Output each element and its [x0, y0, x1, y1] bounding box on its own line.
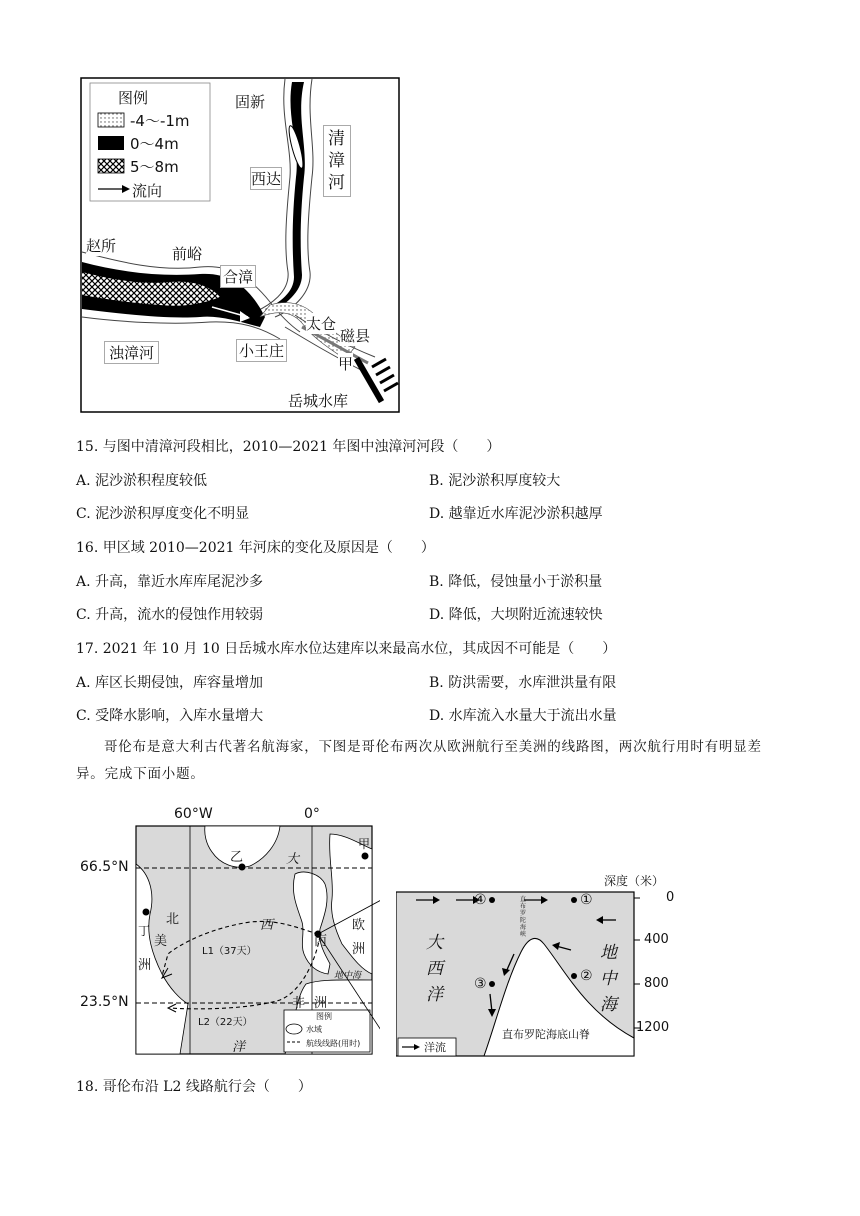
- legend-item-3: 5～8m: [130, 158, 179, 176]
- q15-stem: 15. 与图中清漳河段相比，2010—2021 年图中浊漳河河段（ ）: [76, 439, 501, 455]
- place-yuecheng-reservoir: 岳城水库: [288, 392, 349, 410]
- place-taicang: 太仓: [306, 315, 337, 333]
- depth-title: 深度（米）: [604, 874, 665, 888]
- place-bei: 北: [166, 912, 180, 927]
- place-mei: 美: [154, 934, 168, 949]
- q15-option-c[interactable]: C. 泥沙淤积厚度变化不明显: [76, 506, 250, 522]
- place-cixian: 磁县: [340, 327, 371, 345]
- depth-tick-0: 0: [666, 890, 675, 905]
- lon-label-60w: 60°W: [174, 806, 213, 822]
- place-xiaowangzhuang: 小王庄: [236, 339, 287, 362]
- point-3: ③: [474, 976, 487, 992]
- place-guxin: 固新: [235, 93, 266, 111]
- depth-tick-400: 400: [644, 932, 669, 947]
- point-1: ①: [580, 892, 593, 908]
- legend-item-1: -4～-1m: [130, 112, 190, 130]
- label-hai: 海: [600, 995, 617, 1015]
- q15-option-b[interactable]: B. 泥沙淤积厚度较大: [429, 473, 561, 489]
- q17-option-d[interactable]: D. 水库流入水量大于流出水量: [429, 708, 617, 724]
- columbus-route-map: [80, 804, 380, 1058]
- q17-option-a[interactable]: A. 库区长期侵蚀，库容量增加: [76, 675, 264, 691]
- legend-current: 洋流: [424, 1041, 446, 1054]
- place-ou: 欧: [352, 918, 366, 933]
- place-zhaosuo: 赵所: [86, 237, 117, 255]
- point-2: ②: [580, 968, 593, 984]
- legend-title: 图例: [118, 89, 149, 107]
- route-l1-label: L1（37天）: [202, 946, 257, 957]
- legend2-water: 水域: [306, 1025, 322, 1034]
- depth-tick-800: 800: [644, 976, 669, 991]
- lat-label-66n: 66.5°N: [80, 859, 129, 875]
- place-jia: 甲: [338, 355, 354, 373]
- place-zhou-eu: 洲: [352, 942, 366, 957]
- place-yi: 乙: [230, 850, 244, 865]
- q16-option-b[interactable]: B. 降低，侵蚀量小于淤积量: [429, 574, 603, 590]
- place-zhou-na: 洲: [138, 958, 152, 973]
- place-qingzhang-river: 清漳河: [323, 125, 351, 197]
- label-da: 大: [426, 933, 443, 953]
- place-xida: 西达: [250, 167, 282, 190]
- q17-stem: 17. 2021 年 10 月 10 日岳城水库水位达建库以来最高水位，其成因不可能是（ ）: [76, 641, 617, 657]
- place-xi: 西: [260, 918, 274, 933]
- place-da: 大: [286, 852, 300, 867]
- place-qianyu: 前峪: [172, 245, 203, 263]
- strait-profile-figure: [396, 872, 696, 1058]
- lon-label-0: 0°: [304, 806, 320, 822]
- place-fei: 非: [292, 996, 306, 1011]
- river-map-figure: [80, 77, 400, 413]
- reading-intro: 哥伦布是意大利古代著名航海家，下图是哥伦布两次从欧洲航行至美洲的线路图，两次航行用时有明显差异。完成下面小题。: [76, 739, 762, 782]
- q16-option-a[interactable]: A. 升高，靠近水库库尾泥沙多: [76, 574, 264, 590]
- legend2-route: 航线线路(用时): [306, 1039, 361, 1048]
- label-di: 地: [600, 943, 617, 963]
- route-l2-label: L2（22天）: [198, 1017, 253, 1028]
- q16-option-d[interactable]: D. 降低，大坝附近流速较快: [429, 607, 603, 623]
- q15-option-d[interactable]: D. 越靠近水库泥沙淤积越厚: [429, 506, 603, 522]
- depth-tick-1200: 1200: [636, 1020, 670, 1035]
- q16-stem: 16. 甲区域 2010—2021 年河床的变化及原因是（ ）: [76, 540, 435, 556]
- place-ding: 丁: [138, 924, 151, 938]
- place-hezhang: 合漳: [220, 265, 256, 288]
- legend2-title: 图例: [316, 1012, 332, 1021]
- legend-item-4: 流向: [132, 182, 163, 200]
- place-zhuozhang-river: 浊漳河: [104, 341, 159, 364]
- place-bing: 丙: [314, 934, 328, 949]
- label-yang: 洋: [426, 985, 443, 1005]
- point-4: ④: [474, 892, 487, 908]
- place-mediterranean: 地中海: [334, 971, 362, 981]
- lat-label-23n: 23.5°N: [80, 994, 129, 1010]
- place-yang: 洋: [232, 1040, 246, 1055]
- place-jia: 甲: [358, 837, 371, 851]
- legend-item-2: 0～4m: [130, 135, 179, 153]
- label-ridge: 直布罗陀海底山脊: [502, 1028, 590, 1041]
- q17-option-b[interactable]: B. 防洪需要，水库泄洪量有限: [429, 675, 617, 691]
- q17-option-c[interactable]: C. 受降水影响，入库水量增大: [76, 708, 264, 724]
- label-zhong: 中: [600, 969, 617, 989]
- q16-option-c[interactable]: C. 升高，流水的侵蚀作用较弱: [76, 607, 264, 623]
- q15-option-a[interactable]: A. 泥沙淤积程度较低: [76, 473, 208, 489]
- label-xi: 西: [426, 959, 443, 979]
- label-strait: 直布罗陀海峡: [520, 896, 527, 938]
- q18-stem: 18. 哥伦布沿 L2 线路航行会（ ）: [76, 1079, 312, 1095]
- place-zhou-af: 洲: [314, 996, 328, 1011]
